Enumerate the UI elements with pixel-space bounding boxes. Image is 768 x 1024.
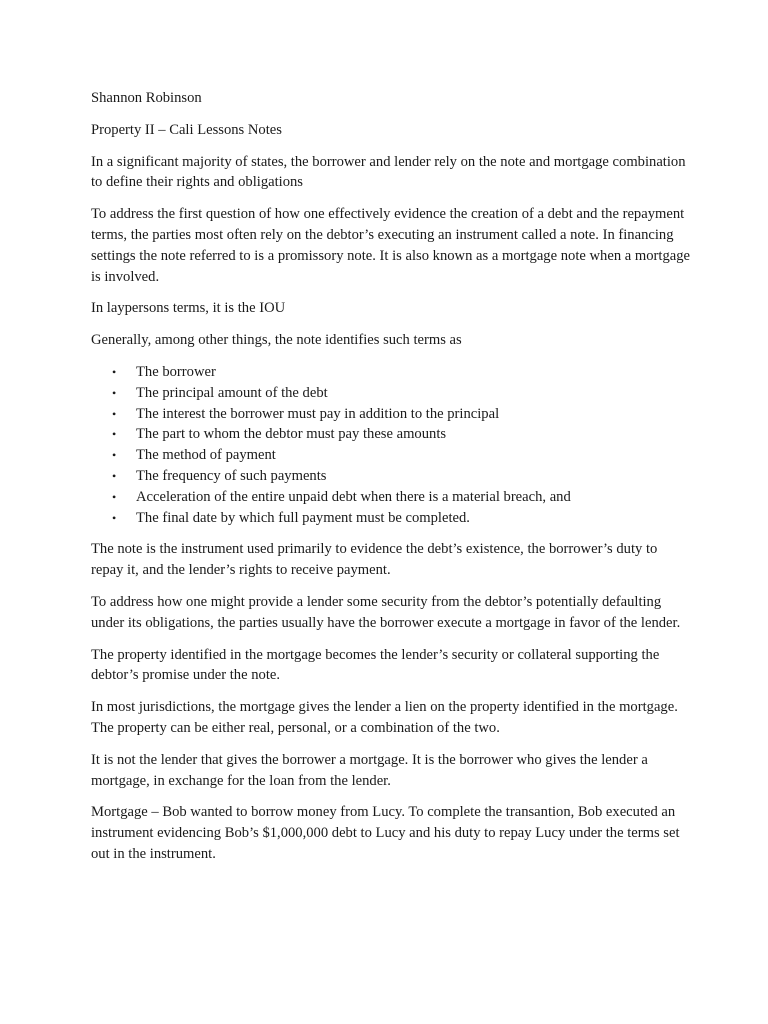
list-item-text: The principal amount of the debt [136, 384, 328, 401]
list-item-text: Acceleration of the entire unpaid debt when there is a material breach, and [136, 488, 571, 505]
list-item-text: The frequency of such payments [136, 467, 327, 484]
paragraph-lien: In most jurisdictions, the mortgage gives the lender a lien on the property identified in the mortgage. The property can be either real, personal, or a combination of the two. [91, 699, 678, 736]
document-page [91, 88, 691, 876]
list-item [91, 424, 691, 445]
list-item [91, 362, 691, 383]
document-title: Property II – Cali Lessons Notes [91, 121, 282, 138]
paragraph-mortgage-example: Mortgage – Bob wanted to borrow money from Lucy. To complete the transantion, Bob executed an instrument evidencing Bob’s $1,000,000 debt to Lucy and his duty to repay Lucy under the terms set out in the instrument. [91, 804, 680, 862]
bullet-icon: • [112, 510, 117, 525]
paragraph-note-terms-intro: Generally, among other things, the note identifies such terms as [91, 332, 462, 349]
list-item [91, 404, 691, 425]
list-item [91, 487, 691, 508]
paragraph-iou: In laypersons terms, it is the IOU [91, 300, 286, 317]
paragraph-note-purpose: The note is the instrument used primarily to evidence the debt’s existence, the borrower’s duty to repay it, and the lender’s rights to receive payment. [91, 541, 658, 579]
paragraph-collateral: The property identified in the mortgage becomes the lender’s security or collateral supporting the debtor’s promise under the note. [91, 646, 660, 684]
list-item-text: The method of payment [136, 447, 276, 464]
list-item [91, 508, 691, 529]
list-item-text: The interest the borrower must pay in addition to the principal [136, 405, 500, 422]
paragraph-majority-states: In a significant majority of states, the borrower and lender rely on the note and mortgage combination to define their rights and obligations [91, 153, 686, 191]
paragraph-note-definition: To address the first question of how one effectively evidence the creation of a debt and the repayment terms, the parties most often rely on the debtor’s executing an instrument called a note. In financing settings the note referred to is a promissory note. It is also known as a mortgage note when a mortgage is involved. [91, 206, 690, 285]
list-item [91, 445, 691, 466]
author-name: Shannon Robinson [91, 90, 202, 106]
bullet-icon: • [112, 448, 117, 463]
bullet-icon: • [112, 427, 117, 442]
bullet-icon: • [112, 385, 117, 400]
list-item-text: The part to whom the debtor must pay these amounts [136, 426, 447, 443]
paragraph-borrower-gives-mortgage: It is not the lender that gives the borrower a mortgage. It is the borrower who gives the lender a mortgage, in exchange for the loan from the lender. [91, 751, 648, 789]
list-item [91, 466, 691, 487]
bullet-icon: • [112, 364, 117, 379]
list-item-text: The borrower [136, 363, 216, 380]
bullet-icon: • [112, 468, 117, 483]
note-terms-list [91, 362, 691, 528]
list-item [91, 383, 691, 404]
paragraph-lender-security: To address how one might provide a lender some security from the debtor’s potentially defaulting under its obligations, the parties usually have the borrower execute a mortgage in favor of the lender. [91, 593, 681, 631]
bullet-icon: • [112, 489, 117, 504]
bullet-icon: • [112, 406, 117, 421]
list-item-text: The final date by which full payment must be completed. [136, 509, 470, 526]
